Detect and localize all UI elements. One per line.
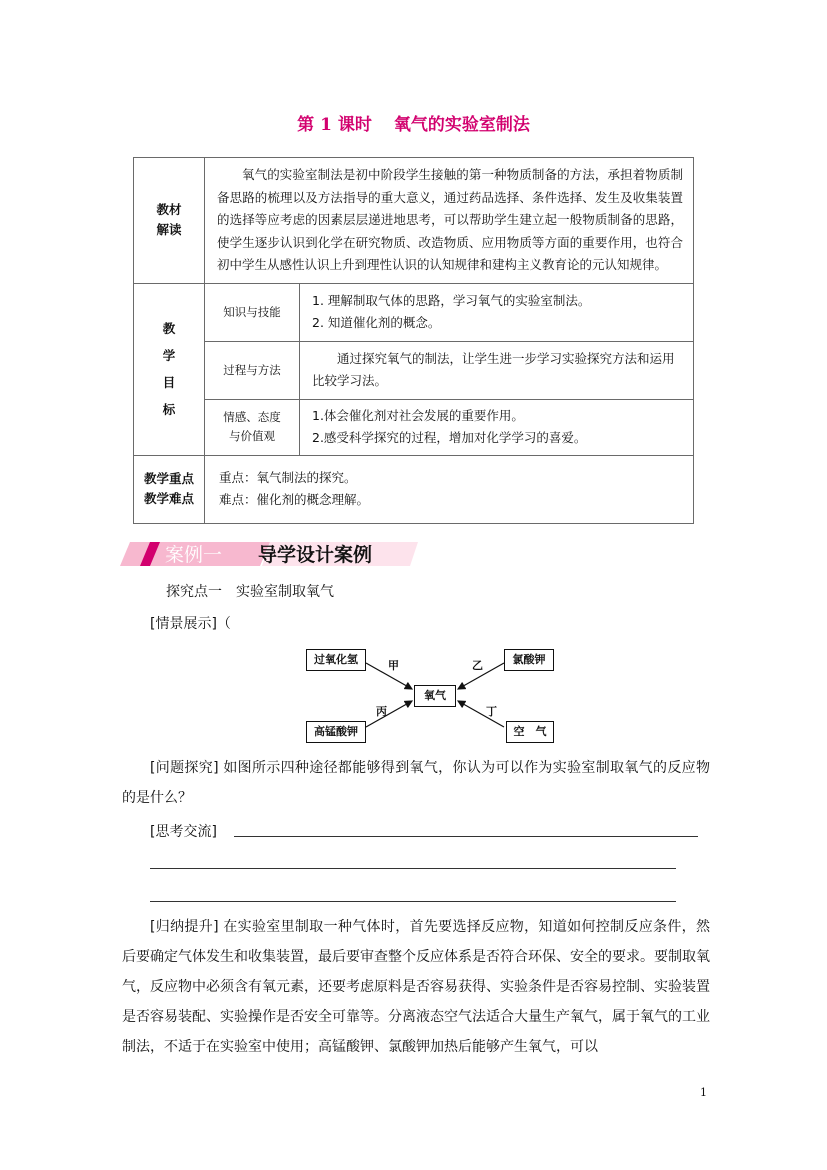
key-points — [205, 455, 694, 523]
intro-text: 氧气的实验室制法是初中阶段学生接触的第一种物质制备的方法，承担着物质制备思路的梳理以及方法指导的重大意义，通过药品选择、条件选择、发生及收集装置的选择等应考虑的因素层层递进地思考，可以帮助学生建立起一般物质制备的思路，使学生逐步认识到化学在研究物质、改造物质、应用物质等方面的重要作用，也符合初中学生从感性认识上升到理性认识的认知规律和建构主义教育论的元认知规律。 — [205, 158, 694, 284]
scene-label: [情景展示]（ — [150, 616, 231, 632]
banner-title: 导学设计案例 — [258, 544, 373, 566]
question-paragraph: [问题探究] 如图所示四种途径都能够得到氧气，你认为可以作为实验室制取氧气的反应物的是什么？ — [122, 760, 710, 806]
section-banner — [120, 538, 420, 570]
banner-case: 案例一 — [165, 544, 223, 566]
goal-knowledge: 1. 理解制取气体的思路，学习氧气的实验室制法。 2. 知道催化剂的概念。 — [300, 283, 694, 341]
intro-head: 教材解读 — [134, 158, 205, 284]
lesson-number: 第 1 课时 — [297, 115, 372, 135]
route-label-d: 丁 — [486, 705, 497, 718]
source-hydrogen-peroxide: 过氧化氢 — [306, 649, 366, 671]
think-label: [思考交流] — [150, 824, 217, 840]
answer-line-1[interactable] — [234, 836, 698, 837]
lesson-info-table — [133, 157, 694, 524]
goal-label-process: 过程与方法 — [205, 341, 300, 399]
key-head: 教学重点 教学难点 — [134, 455, 205, 523]
page-title — [0, 110, 827, 135]
goal-label-knowledge: 知识与技能 — [205, 283, 300, 341]
difficult-point: 难点：催化剂的概念理解。 — [219, 492, 370, 507]
route-label-b: 乙 — [472, 659, 483, 672]
goal-attitude: 1.体会催化剂对社会发展的重要作用。 2.感受科学探究的过程，增加对化学学习的喜爱。 — [300, 399, 694, 455]
answer-line-2[interactable] — [150, 868, 676, 869]
key-point: 重点：氧气制法的探究。 — [219, 470, 357, 485]
goal-process: 通过探究氧气的制法，让学生进一步学习实验探究方法和运用比较学习法。 — [300, 341, 694, 399]
source-air: 空 气 — [506, 721, 554, 743]
section-heading: 探究点一 实验室制取氧气 — [166, 584, 334, 600]
source-potassium-permanganate: 高锰酸钾 — [306, 721, 366, 743]
oxygen-source-diagram — [300, 643, 560, 747]
goals-head: 教学目标 — [134, 283, 205, 455]
page-number: 1 — [700, 1086, 707, 1099]
route-label-a: 甲 — [388, 659, 399, 672]
summary-paragraph: [归纳提升] 在实验室里制取一种气体时，首先要选择反应物，知道如何控制反应条件，然后要确定气体发生和收集装置，最后要审查整个反应体系是否符合环保、安全的要求。要制取氧气，反应物中必须含有氧元素，还要考虑原料是否容易获得、实验条件是否容易控制、实验装置是否容易装配、实验操作是否安全可靠等。分离液态空气法适合大量生产氧气，属于氧气的工业制法，不适于在实验室中使用；高锰酸钾、氯酸钾加热后能够产生氧气，可以 — [122, 919, 710, 1055]
lesson-topic: 氧气的实验室制法 — [393, 115, 530, 135]
goal-label-attitude: 情感、态度与价值观 — [205, 399, 300, 455]
answer-line-3[interactable] — [150, 901, 676, 902]
source-potassium-chlorate: 氯酸钾 — [504, 649, 554, 671]
route-label-c: 丙 — [376, 705, 387, 718]
product-oxygen: 氧气 — [414, 685, 456, 707]
